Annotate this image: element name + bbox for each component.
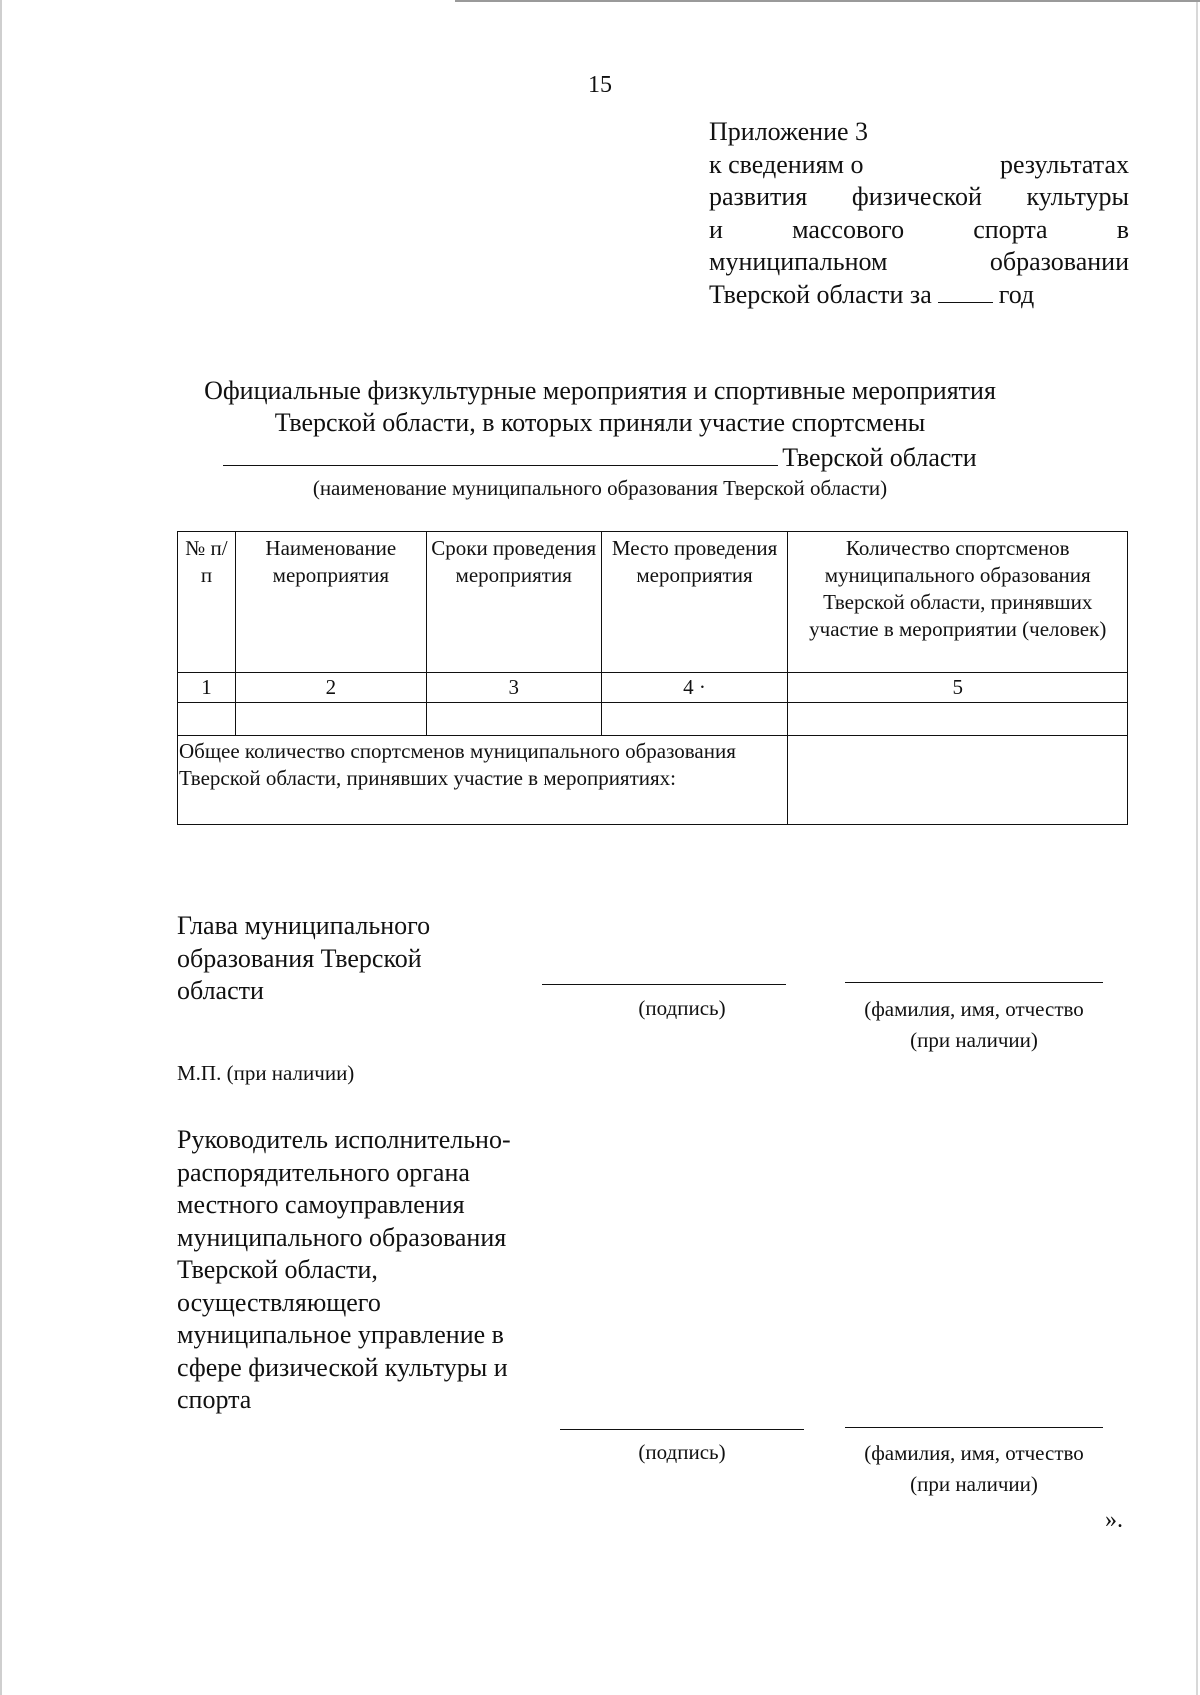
name-caption-line-1: (фамилия, имя, отчество <box>864 997 1084 1021</box>
appendix-line-6 <box>709 279 1129 312</box>
header-cell-participants: Количество спортсменов муниципального образования Тверской области, принявших участие в мероприятии (человек) <box>788 532 1128 673</box>
appendix-word: массового <box>792 214 905 244</box>
head-signature-line[interactable] <box>542 984 786 985</box>
appendix-line-5 <box>709 246 1129 279</box>
document-title <box>180 375 1020 474</box>
manager-name-line[interactable] <box>845 1427 1103 1428</box>
title-line-3 <box>180 439 1020 474</box>
name-caption-line-2: (при наличии) <box>910 1028 1038 1052</box>
column-number-cell: 4 · <box>601 673 788 703</box>
table-total-row <box>178 736 1128 825</box>
empty-cell[interactable] <box>601 703 788 736</box>
appendix-word: и <box>709 214 723 244</box>
head-signature-caption: (подпись) <box>638 996 726 1020</box>
appendix-word: муниципальном <box>709 247 888 276</box>
appendix-word: Тверской области за <box>709 279 932 309</box>
appendix-line-2 <box>709 149 1129 182</box>
header-cell-dates: Сроки проведения мероприятия <box>426 532 601 673</box>
municipality-blank-field[interactable] <box>223 439 778 466</box>
scan-right-edge <box>1196 0 1198 1695</box>
header-cell-location: Место проведения мероприятия <box>601 532 788 673</box>
scan-left-edge <box>0 0 2 1695</box>
table-empty-row <box>178 703 1128 736</box>
manager-title: Руководитель исполнительно-распорядительного органа местного самоуправления муниципального образования Тверской области, осуществляющего муниципальное управление в сфере физической культуры и спорта <box>177 1125 511 1414</box>
column-number-cell: 3 <box>426 673 601 703</box>
municipality-caption: (наименование муниципального образования Тверской области) <box>312 476 888 500</box>
empty-cell[interactable] <box>235 703 426 736</box>
title-line-2: Тверской области, в которых приняли участие спортсмены <box>274 408 926 437</box>
head-title: Глава муниципального образования Тверской области <box>177 911 431 1005</box>
empty-cell[interactable] <box>178 703 236 736</box>
appendix-word: физической <box>851 182 982 211</box>
title-line-1: Официальные физкультурные мероприятия и спортивные мероприятия <box>204 376 996 405</box>
total-value-cell[interactable] <box>788 736 1128 825</box>
appendix-word: спорта <box>973 214 1048 244</box>
name-caption-line-2: (при наличии) <box>910 1472 1038 1496</box>
manager-name-caption <box>835 1438 1113 1500</box>
total-label-cell: Общее количество спортсменов муниципального образования Тверской области, принявших участие в мероприятиях: <box>178 736 788 825</box>
empty-cell[interactable] <box>788 703 1128 736</box>
header-cell-event-name: Наименование мероприятия <box>235 532 426 673</box>
table-header-row <box>178 532 1128 673</box>
appendix-word: образовании <box>989 247 1129 276</box>
stamp-note: М.П. (при наличии) <box>177 1061 355 1085</box>
appendix-line-4 <box>709 214 1129 247</box>
column-number-cell: 1 <box>178 673 236 703</box>
column-number-cell: 2 <box>235 673 426 703</box>
events-table <box>177 531 1128 825</box>
manager-signature-caption: (подпись) <box>638 1440 726 1464</box>
appendix-word: к сведениям о <box>709 149 864 179</box>
appendix-header <box>709 116 1129 311</box>
empty-cell[interactable] <box>426 703 601 736</box>
head-name-line[interactable] <box>845 982 1103 983</box>
year-blank-field[interactable] <box>938 280 993 303</box>
scan-top-edge <box>455 0 1200 2</box>
appendix-word: в <box>1116 214 1129 244</box>
name-caption-line-1: (фамилия, имя, отчество <box>864 1441 1084 1465</box>
appendix-word: развития <box>709 182 808 211</box>
table-column-numbers-row <box>178 673 1128 703</box>
closing-quote-mark: ». <box>1105 1507 1123 1533</box>
appendix-line-3 <box>709 181 1129 214</box>
appendix-line-1: Приложение 3 <box>709 117 869 146</box>
appendix-word: результатах <box>999 149 1129 179</box>
page-number: 15 <box>588 72 612 98</box>
head-name-caption <box>835 994 1113 1056</box>
appendix-word: год <box>998 279 1035 309</box>
header-cell-number: № п/п <box>178 532 236 673</box>
title-line-3-suffix: Тверской области <box>782 443 977 472</box>
manager-signature-line[interactable] <box>560 1429 804 1430</box>
column-number-cell: 5 <box>788 673 1128 703</box>
appendix-word: культуры <box>1026 182 1129 211</box>
